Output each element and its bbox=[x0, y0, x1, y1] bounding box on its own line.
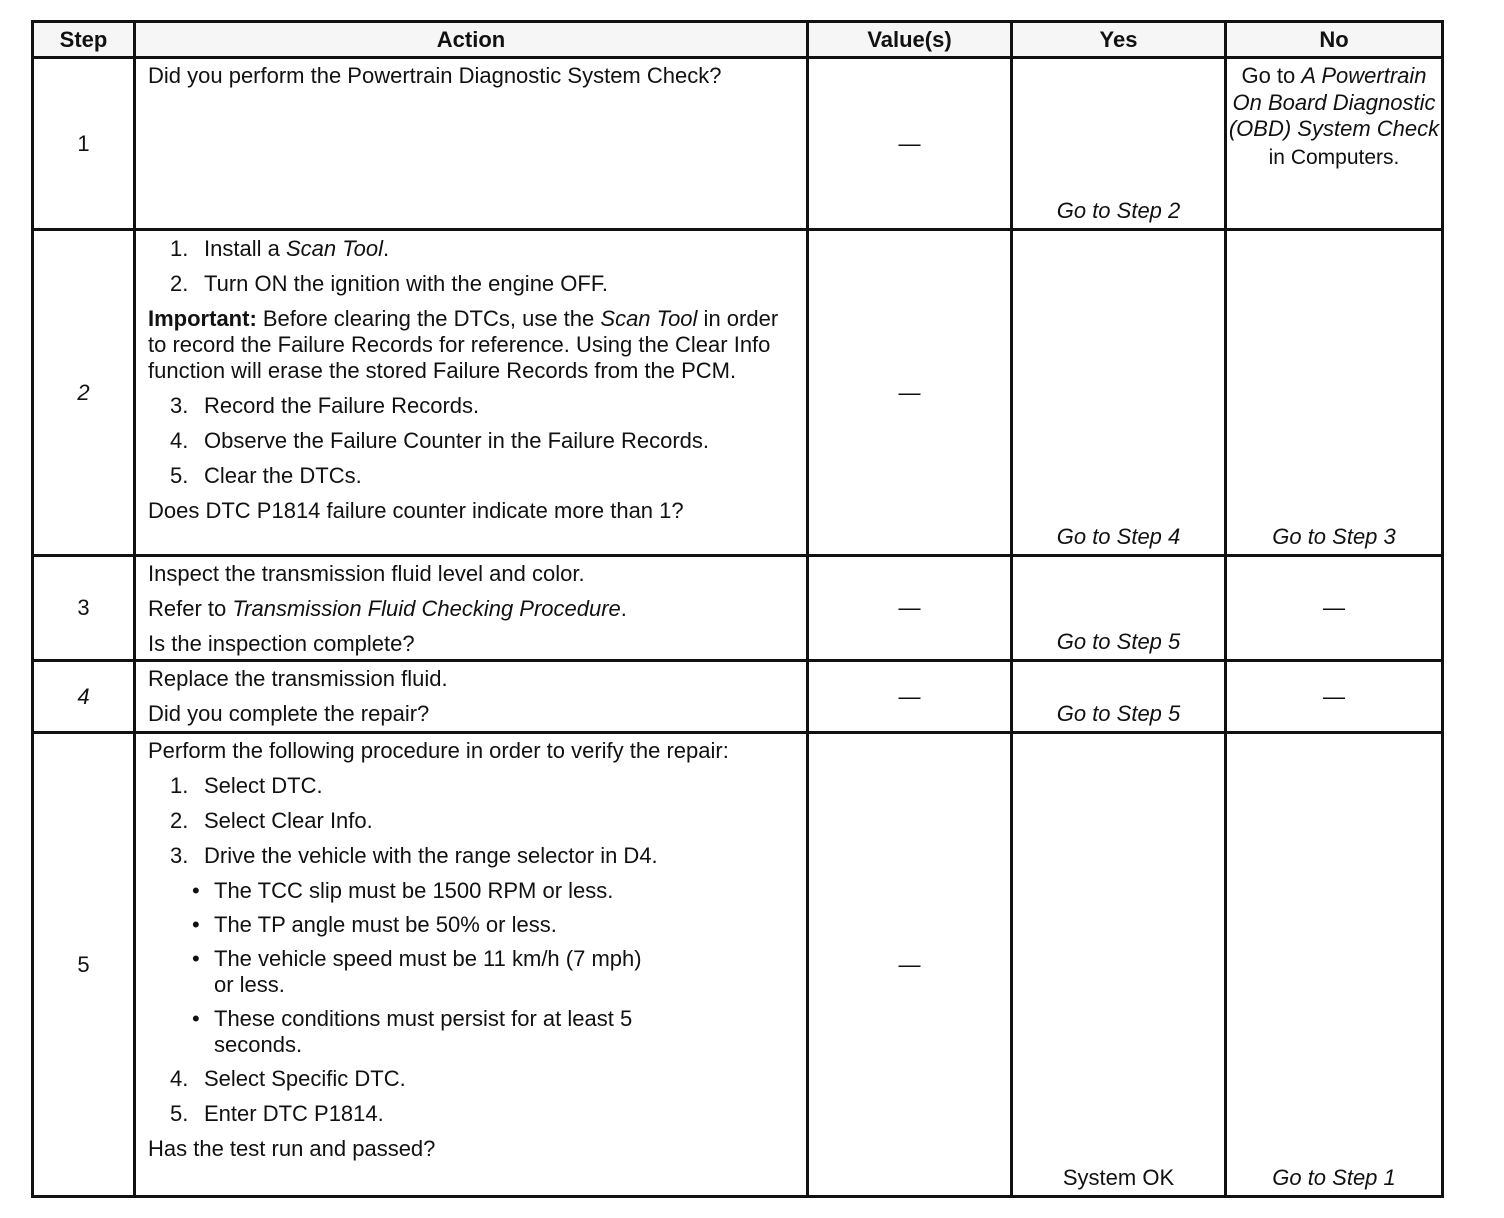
header-no: No bbox=[1226, 22, 1443, 58]
list-item: 1. Select DTC. bbox=[170, 773, 323, 798]
table-row bbox=[33, 661, 1443, 733]
bullet-item: • The TP angle must be 50% or less. bbox=[192, 912, 557, 937]
step-number: 2 bbox=[33, 230, 135, 556]
bullet-item: • These conditions must persist for at least 5 seconds. bbox=[192, 1006, 633, 1057]
yes-link[interactable]: Go to Step 4 bbox=[1012, 230, 1226, 556]
list-item: 2. Select Clear Info. bbox=[170, 808, 373, 833]
yes-link[interactable]: Go to Step 5 bbox=[1012, 661, 1226, 733]
fluid-procedure-link[interactable]: Transmission Fluid Checking Procedure bbox=[232, 596, 621, 621]
list-item: 1. Install a Scan Tool. bbox=[170, 236, 390, 261]
table-row bbox=[33, 733, 1443, 1197]
table-row bbox=[33, 556, 1443, 661]
action-question: Is the inspection complete? bbox=[148, 631, 415, 656]
important-note: Important: Before clearing the DTCs, use the Scan Tool in order to record the Failure Records for reference. Using the Clear Info function will erase the stored Failure Records from the PCM. bbox=[148, 306, 779, 383]
yes-link[interactable]: Go to Step 5 bbox=[1012, 556, 1226, 661]
header-step: Step bbox=[33, 22, 135, 58]
action-cell: Replace the transmission fluid. Did you complete the repair? bbox=[135, 661, 808, 733]
header-yes: Yes bbox=[1012, 22, 1226, 58]
list-item: 5. Enter DTC P1814. bbox=[170, 1101, 384, 1126]
action-cell bbox=[135, 230, 808, 556]
value-cell: — bbox=[808, 661, 1012, 733]
list-item: 3. Record the Failure Records. bbox=[170, 393, 480, 418]
scan-tool-link[interactable]: Scan Tool bbox=[600, 306, 698, 331]
list-item: 4. Select Specific DTC. bbox=[170, 1066, 406, 1091]
action-cell: Inspect the transmission fluid level and color. Refer to Transmission Fluid Checking Procedure. Is the inspection complete? bbox=[135, 556, 808, 661]
list-item: 5. Clear the DTCs. bbox=[170, 463, 362, 488]
yes-link[interactable]: Go to Step 2 bbox=[1012, 58, 1226, 230]
yes-result: System OK bbox=[1012, 733, 1226, 1197]
no-link[interactable]: Go to Step 1 bbox=[1226, 733, 1443, 1197]
no-prefix: Go to bbox=[1241, 63, 1302, 88]
step-number: 5 bbox=[33, 733, 135, 1197]
table-row bbox=[33, 230, 1443, 556]
header-values: Value(s) bbox=[808, 22, 1012, 58]
action-cell bbox=[135, 58, 808, 230]
bullet-item: • The TCC slip must be 1500 RPM or less. bbox=[192, 878, 614, 903]
bullet-item: • The vehicle speed must be 11 km/h (7 mph) or less. bbox=[192, 946, 642, 997]
no-link[interactable]: Go to Step 3 bbox=[1226, 230, 1443, 556]
step-number: 4 bbox=[33, 661, 135, 733]
no-link[interactable]: A Powertrain On Board Diagnostic (OBD) System Check bbox=[1228, 63, 1440, 141]
list-item: 2. Turn ON the ignition with the engine OFF. bbox=[170, 271, 608, 296]
action-cell: Perform the following procedure in order to verify the repair: 1. Select DTC. 2. Select Clear Info. 3. Drive the vehicle with the range selector in D4. • The TCC slip must be 1500 RPM or less. • The TP angle must be 50% or less. • The vehicle speed must be 11 km/h (7 mph) or less. • These conditions must persist for at least 5 seconds. 4. Select Specific DTC. 5. Enter DTC P1814. Has the test run and passed? bbox=[135, 733, 808, 1197]
list-item: 3. Drive the vehicle with the range selector in D4. bbox=[170, 843, 658, 868]
header-row bbox=[33, 22, 1443, 58]
list-item: 4. Observe the Failure Counter in the Failure Records. bbox=[170, 428, 710, 453]
value-cell: — bbox=[808, 556, 1012, 661]
value-cell: — bbox=[808, 58, 1012, 230]
action-question: Does DTC P1814 failure counter indicate more than 1? bbox=[148, 498, 684, 523]
action-question: Has the test run and passed? bbox=[148, 1136, 436, 1161]
no-suffix: in Computers. bbox=[1268, 145, 1400, 169]
diagnostic-table bbox=[31, 20, 1444, 1198]
no-cell: — bbox=[1226, 661, 1443, 733]
action-question: Did you perform the Powertrain Diagnostic System Check? bbox=[148, 63, 722, 88]
step-number: 3 bbox=[33, 556, 135, 661]
table-row bbox=[33, 58, 1443, 230]
value-cell: — bbox=[808, 230, 1012, 556]
header-action: Action bbox=[135, 22, 808, 58]
no-cell bbox=[1226, 58, 1443, 230]
value-cell: — bbox=[808, 733, 1012, 1197]
step-number: 1 bbox=[33, 58, 135, 230]
action-question: Did you complete the repair? bbox=[148, 701, 430, 726]
scan-tool-link[interactable]: Scan Tool bbox=[285, 236, 383, 261]
no-cell: — bbox=[1226, 556, 1443, 661]
